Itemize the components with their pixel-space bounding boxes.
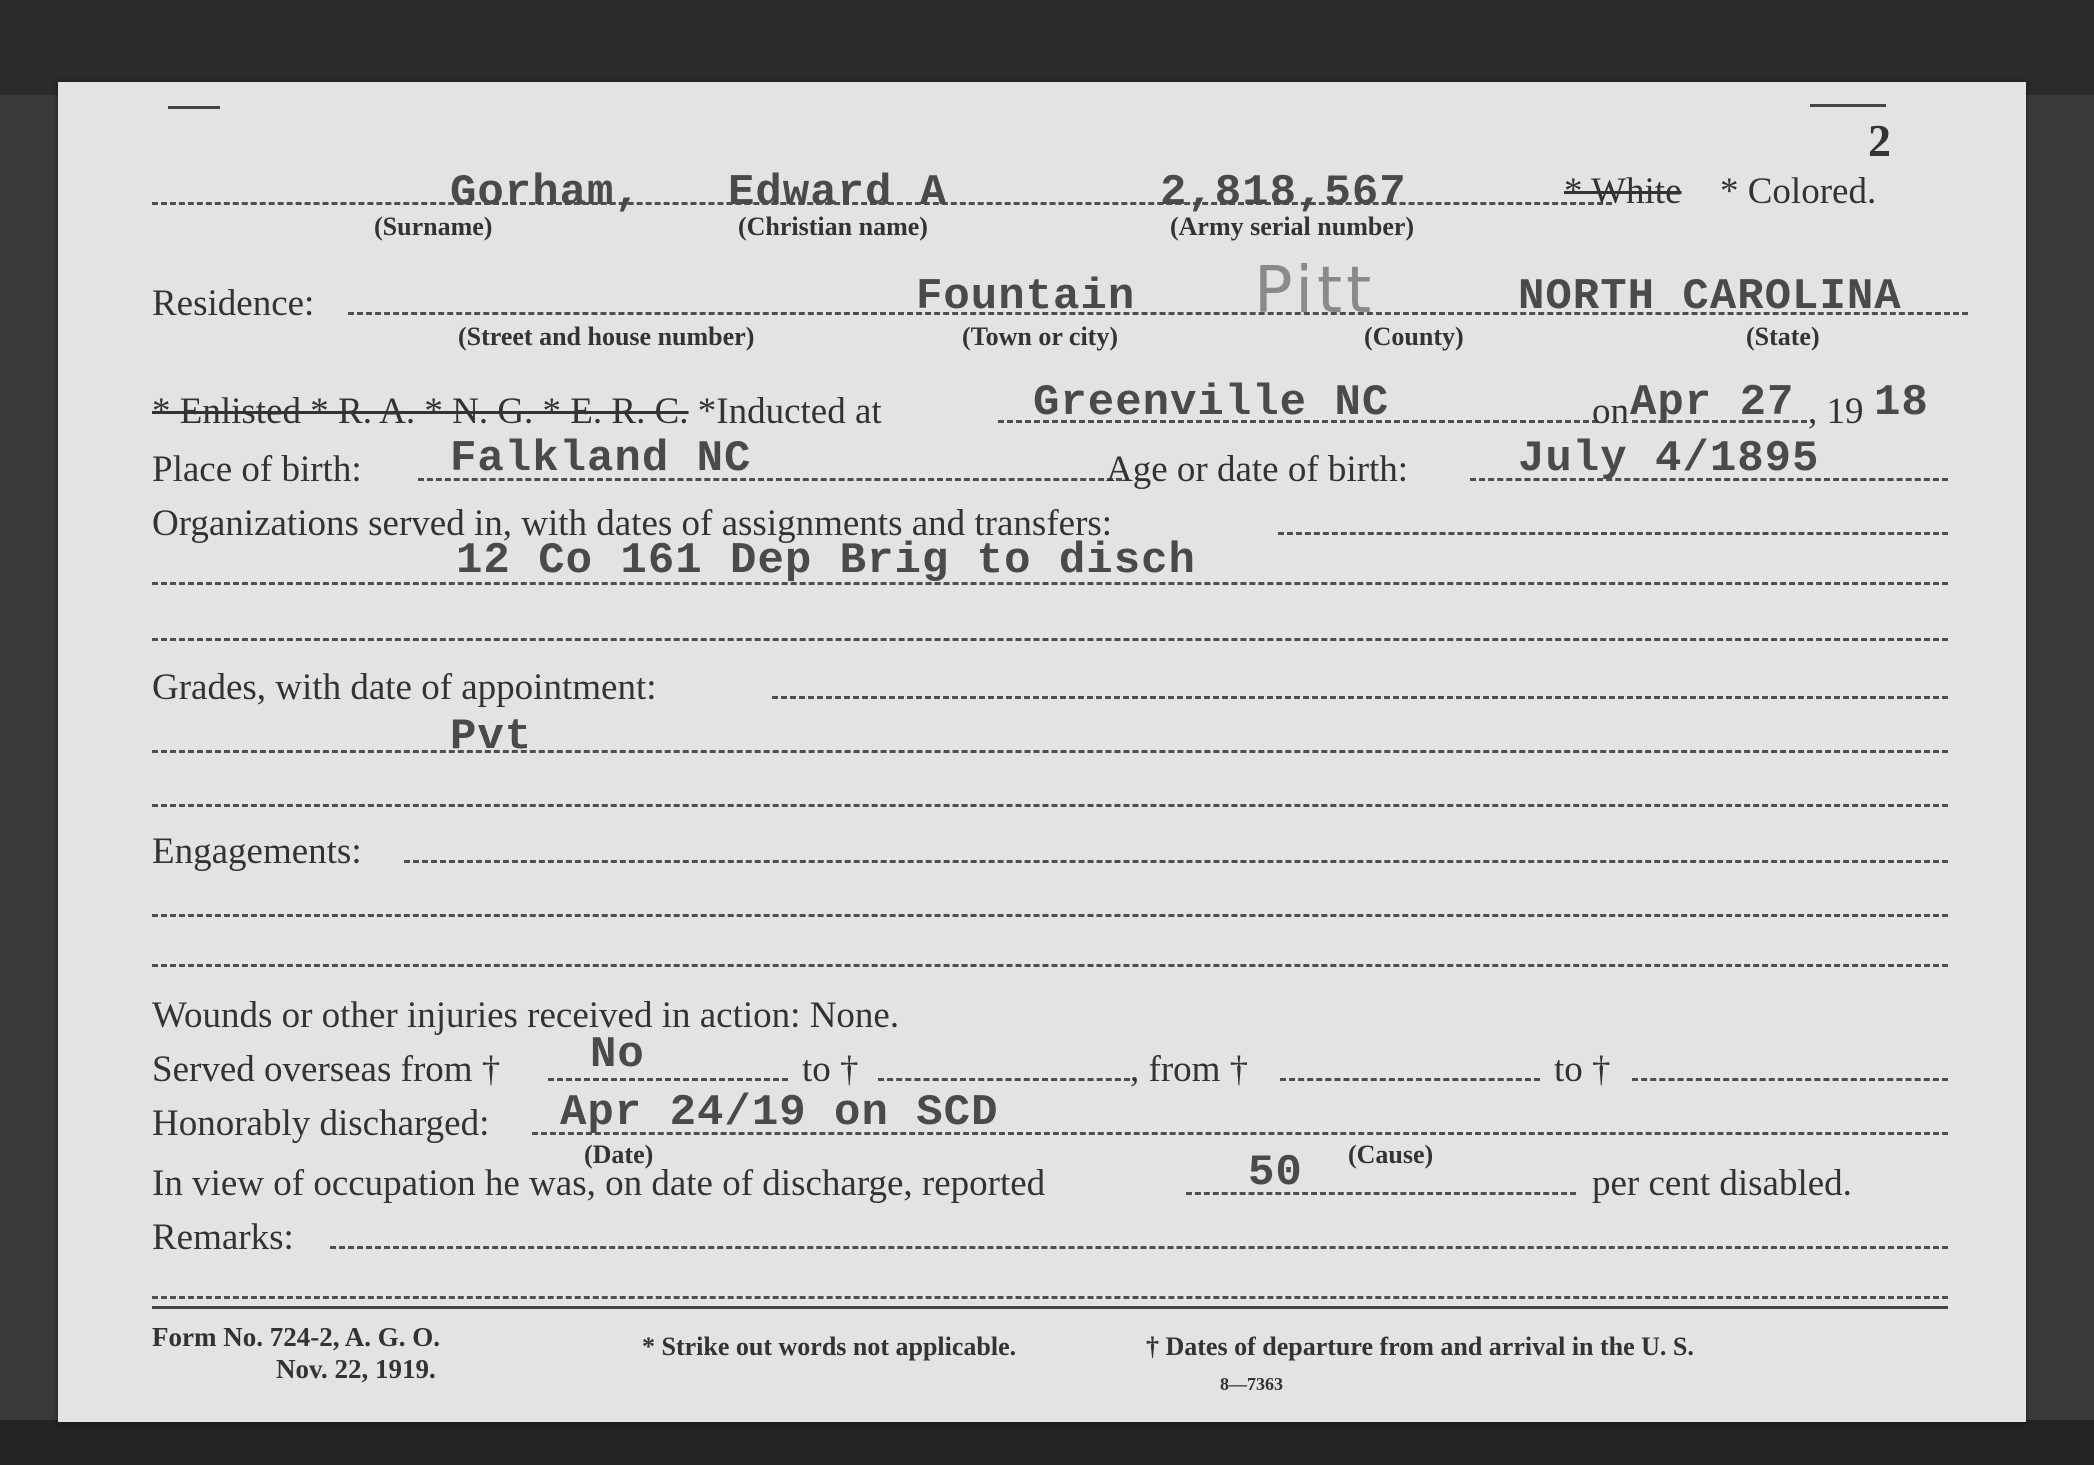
birthdate-value: July 4/1895 bbox=[1518, 434, 1820, 484]
organizations-label: Organizations served in, with dates of assignments and transfers: bbox=[152, 503, 1113, 544]
top-rule bbox=[1810, 104, 1886, 107]
surname-value: Gorham, bbox=[450, 168, 642, 218]
disability-label: In view of occupation he was, on date of discharge, reported bbox=[152, 1163, 1046, 1204]
year-prefix: , 19 bbox=[1808, 391, 1864, 432]
card-number: 2 bbox=[1868, 115, 1891, 166]
remarks-line-1 bbox=[330, 1246, 1948, 1249]
discharge-label: Honorably discharged: bbox=[152, 1103, 490, 1144]
caption-street: (Street and house number) bbox=[458, 322, 755, 351]
year-suffix: 18 bbox=[1874, 378, 1929, 428]
service-record-card bbox=[58, 82, 2026, 1422]
engagements-line-3 bbox=[152, 964, 1948, 967]
disability-value: 50 bbox=[1248, 1148, 1303, 1198]
overseas-to-line bbox=[878, 1078, 1130, 1081]
disability-suffix: per cent disabled. bbox=[1592, 1163, 1852, 1204]
grades-value: Pvt bbox=[450, 712, 533, 762]
residence-county: Pitt bbox=[1254, 254, 1376, 328]
organizations-value: 12 Co 161 Dep Brig to disch bbox=[456, 536, 1196, 586]
serial-number-value: 2,818,567 bbox=[1160, 168, 1407, 218]
background-top bbox=[0, 0, 2094, 95]
caption-state: (State) bbox=[1746, 322, 1820, 351]
race-colored: * Colored. bbox=[1720, 171, 1877, 212]
organizations-line-3 bbox=[152, 638, 1948, 641]
overseas-from2-label: , from † bbox=[1130, 1049, 1249, 1090]
overseas-to-label: to † bbox=[802, 1049, 859, 1090]
race-white: * White bbox=[1564, 171, 1682, 212]
overseas-label: Served overseas from † bbox=[152, 1049, 501, 1090]
wounds-text: Wounds or other injuries received in action: None. bbox=[152, 995, 900, 1036]
overseas-from-line bbox=[548, 1078, 788, 1081]
inducted-date: Apr 27 bbox=[1630, 378, 1795, 428]
inducted-place: Greenville NC bbox=[1033, 378, 1390, 428]
grades-label: Grades, with date of appointment: bbox=[152, 667, 657, 708]
print-code: 8—7363 bbox=[1220, 1374, 1283, 1394]
top-left-rule bbox=[168, 106, 220, 109]
caption-town: (Town or city) bbox=[962, 322, 1118, 351]
grades-line-1 bbox=[772, 696, 1948, 699]
caption-discharge-cause: (Cause) bbox=[1348, 1140, 1434, 1169]
birthplace-value: Falkland NC bbox=[450, 434, 752, 484]
remarks-line-2 bbox=[152, 1296, 1948, 1299]
strike-note: * Strike out words not applicable. bbox=[642, 1332, 1017, 1361]
overseas-from2-line bbox=[1280, 1078, 1540, 1081]
overseas-value: No bbox=[590, 1030, 645, 1080]
engagements-line-1 bbox=[404, 860, 1948, 863]
disability-line bbox=[1186, 1192, 1576, 1195]
discharge-value: Apr 24/19 on SCD bbox=[560, 1088, 999, 1138]
form-date: Nov. 22, 1919. bbox=[276, 1354, 436, 1384]
birthdate-label: Age or date of birth: bbox=[1106, 449, 1409, 490]
remarks-label: Remarks: bbox=[152, 1217, 294, 1258]
overseas-to2-label: to † bbox=[1554, 1049, 1611, 1090]
birthplace-label: Place of birth: bbox=[152, 449, 362, 490]
enlistment-label: * Enlisted * R. A. * N. G. * E. R. C. *Inducted at bbox=[152, 391, 882, 432]
grades-line-3 bbox=[152, 804, 1948, 807]
background-bottom bbox=[0, 1420, 2094, 1465]
caption-county: (County) bbox=[1364, 322, 1464, 351]
caption-christian-name: (Christian name) bbox=[738, 212, 928, 241]
residence-state: NORTH CAROLINA bbox=[1518, 272, 1902, 322]
caption-surname: (Surname) bbox=[374, 212, 493, 241]
residence-label: Residence: bbox=[152, 283, 315, 324]
engagements-label: Engagements: bbox=[152, 831, 362, 872]
footer-rule bbox=[152, 1306, 1948, 1309]
engagements-line-2 bbox=[152, 914, 1948, 917]
form-number: Form No. 724-2, A. G. O. bbox=[152, 1322, 440, 1352]
christian-name-value: Edward A bbox=[728, 168, 948, 218]
overseas-to2-line bbox=[1632, 1078, 1948, 1081]
caption-serial-number: (Army serial number) bbox=[1170, 212, 1415, 241]
grades-line-2 bbox=[152, 750, 1948, 753]
residence-town: Fountain bbox=[916, 272, 1136, 322]
organizations-line-1 bbox=[1278, 532, 1948, 535]
on-label: on bbox=[1592, 391, 1629, 432]
dates-note: † Dates of departure from and arrival in the U. S. bbox=[1146, 1332, 1694, 1361]
caption-discharge-date: (Date) bbox=[584, 1140, 654, 1169]
